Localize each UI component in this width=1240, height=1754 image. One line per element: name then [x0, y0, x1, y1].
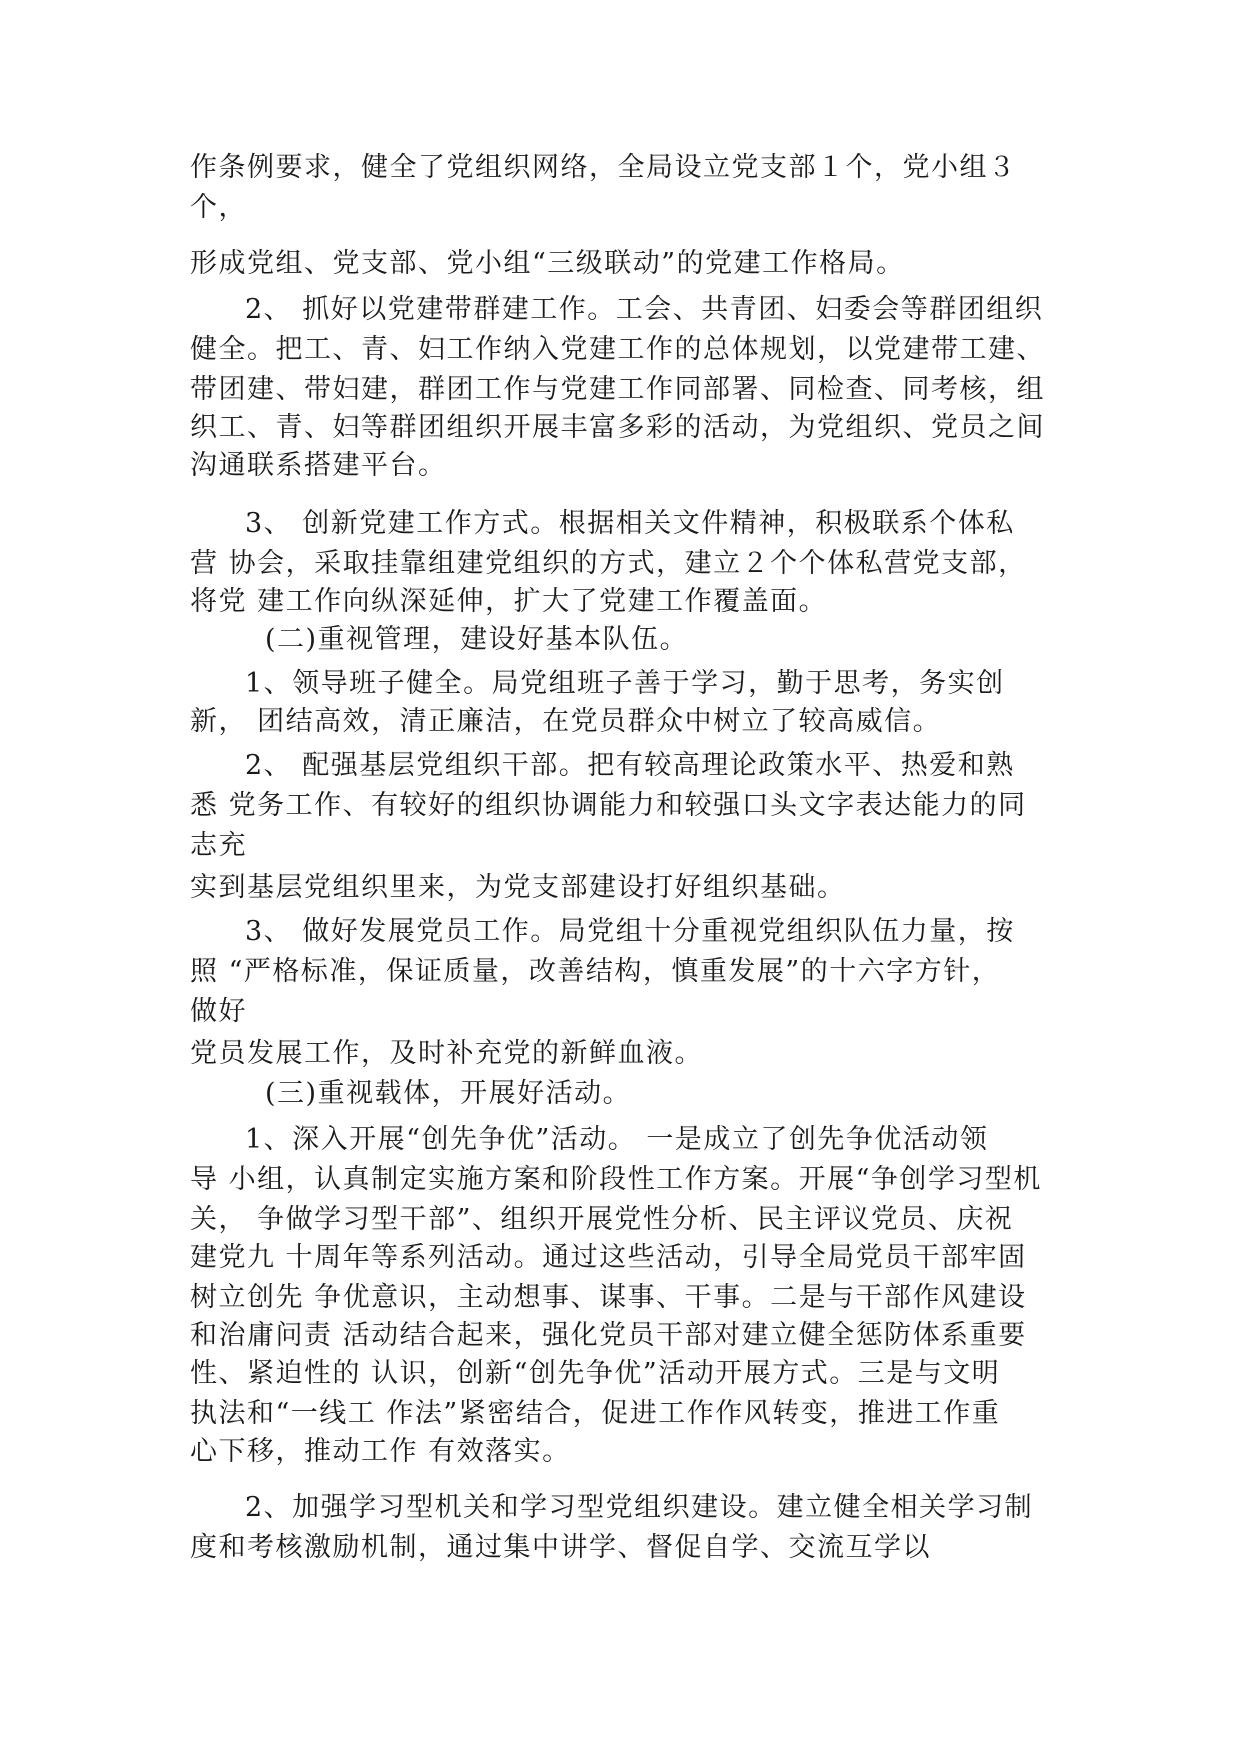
text-line: 个，: [190, 192, 247, 223]
text-line: 2、 抓好以党建带群建工作。工会、共青团、妇委会等群团组织: [245, 294, 1044, 325]
text-line: 2、 配强基层党组织干部。把有较高理论政策水平、热爱和熟: [245, 750, 1015, 781]
text-line: 将党 建工作向纵深延伸，扩大了党建工作覆盖面。: [190, 586, 828, 617]
text-line: 和治庸问责 活动结合起来，强化党员干部对建立健全惩防体系重要: [190, 1320, 1027, 1351]
text-line: 3、 做好发展党员工作。局党组十分重视党组织队伍力量，按: [245, 916, 1015, 947]
text-line: 执法和“一线工 作法”紧密结合，促进工作作风转变，推进工作重: [190, 1398, 1001, 1429]
text-line: 织工、青、妇等群团组织开展丰富多彩的活动，为党组织、党员之间: [190, 412, 1045, 443]
text-line: 关， 争做学习型干部”、组织开展党性分析、民主评议党员、庆祝: [190, 1204, 1014, 1235]
text-line: 营 协会，采取挂靠组建党组织的方式，建立２个个体私营党支部，: [190, 548, 1027, 579]
text-line: 作条例要求，健全了党组织网络，全局设立党支部１个，党小组３: [190, 152, 1017, 183]
text-line: 心下移，推动工作 有效落实。: [190, 1436, 571, 1467]
text-line: 新， 团结高效，清正廉洁，在党员群众中树立了较高威信。: [190, 706, 942, 737]
section-heading: (二)重视管理，建设好基本队伍。: [265, 624, 689, 655]
text-line: 带团建、带妇建，群团工作与党建工作同部署、同检查、同考核，组: [190, 374, 1045, 405]
text-line: 建党九 十周年等系列活动。通过这些活动，引导全局党员干部牢固: [190, 1242, 1027, 1273]
text-line: 1、领导班子健全。局党组班子善于学习，勤于思考，务实创: [245, 668, 1005, 699]
text-line: 1、深入开展“创先争优”活动。 一是成立了创先争优活动领: [245, 1124, 989, 1155]
text-line: 做好: [190, 996, 247, 1027]
text-line: 度和考核激励机制，通过集中讲学、督促自学、交流互学以: [190, 1532, 931, 1563]
text-line: 实到基层党组织里来，为党支部建设打好组织基础。: [190, 872, 846, 903]
text-line: 导 小组，认真制定实施方案和阶段性工作方案。开展“争创学习型机: [190, 1164, 1042, 1195]
section-heading: (三)重视载体，开展好活动。: [265, 1078, 632, 1109]
text-line: 照 “严格标准，保证质量，改善结构，慎重发展”的十六字方针，: [190, 956, 1001, 987]
text-line: 党员发展工作，及时补充党的新鲜血液。: [190, 1038, 703, 1069]
text-line: 健全。把工、青、妇工作纳入党建工作的总体规划，以党建带工建、: [190, 334, 1045, 365]
text-line: 志充: [190, 830, 247, 861]
text-line: 形成党组、党支部、党小组“三级联动”的党建工作格局。: [190, 248, 905, 279]
text-line: 3、 创新党建工作方式。根据相关文件精神，积极联系个体私: [245, 508, 1015, 539]
text-line: 2、加强学习型机关和学习型党组织建设。建立健全相关学习制: [245, 1492, 1034, 1523]
text-line: 树立创先 争优意识，主动想事、谋事、干事。二是与干部作风建设: [190, 1282, 1027, 1313]
text-line: 沟通联系搭建平台。: [190, 450, 447, 481]
text-line: 悉 党务工作、有较好的组织协调能力和较强口头文字表达能力的同: [190, 790, 1027, 821]
text-line: 性、紧迫性的 认识，创新“创先争优”活动开展方式。三是与文明: [190, 1358, 1001, 1389]
